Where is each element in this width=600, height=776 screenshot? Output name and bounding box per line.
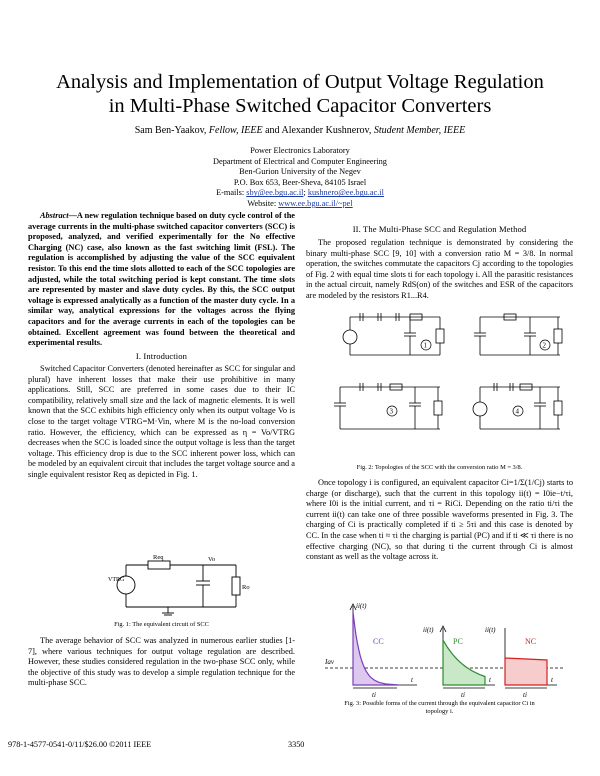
fig3-iav-label: Iav [325, 658, 334, 666]
section-2-heading: II. The Multi-Phase SCC and Regulation Method [352, 224, 527, 234]
fig3-t-label-2: t [489, 676, 491, 684]
fig3-axis-label-2: ii(t) [423, 626, 434, 634]
section-1-paragraph-1: Switched Capacitor Converters (denoted hereinafter as SCC for singular and plural) have inherent losses that make their use prohibitive in many applications. Still, SCC are preferred in some cases due to their IC compatibility, relatively small size and the lack of magnetic elements. It is well known that the SCC exhibits high efficiency only when its output voltage Vo is close to the target voltage VTRG=M·Vin, where M is the no-load conversion ratio. However, the efficiency, which can be expressed as η = Vo/VTRG decreases when the SCC is loaded since the output voltage is less than the target voltage. This efficiency drop is due to the SCC inherent power loss, which can be modeled by an equivalent circuit that includes the target voltage source and a single equivalent resistor Req as depicted in Fig. 1. [28, 364, 295, 479]
footer-copyright: 978-1-4577-0541-0/11/$26.00 ©2011 IEEE [8, 740, 152, 749]
title-line-2: in Multi-Phase Switched Capacitor Converters [108, 95, 492, 117]
fig3-nc-label: NC [525, 637, 537, 646]
affil-website [0, 199, 600, 210]
footer-page-number: 3350 [288, 740, 305, 749]
fig3-ti-label-2: ti [461, 691, 465, 699]
abstract [28, 211, 295, 349]
affil-address: P.O. Box 653, Beer-Sheva, 84105 Israel [233, 177, 367, 187]
fig3-axis-label-1: ii(t) [356, 602, 367, 610]
fig3-ti-label-3: ti [523, 691, 527, 699]
website-label: Website: [247, 198, 277, 208]
fig3-caption [306, 700, 573, 717]
author-2-role: Student Member, IEEE [373, 125, 466, 136]
fig3-t-label-1: t [411, 676, 413, 684]
affil-emails: E-mails: sby@ee.bgu.ac.il; kushnero@ee.bgu.ac.il [216, 188, 384, 198]
fig3-cc-curve [353, 612, 397, 685]
fig1-equivalent-circuit [108, 553, 258, 621]
fig3-nc-curve [505, 658, 547, 685]
fig3-caption-line-2: topology i. [425, 708, 454, 716]
fig3-axis-label-3: ii(t) [485, 626, 496, 634]
email-link-2[interactable]: kushnero@ee.bgu.ac.il [307, 188, 384, 198]
fig3-cc-label: CC [373, 637, 384, 646]
fig3-pc-label: PC [453, 637, 463, 646]
affil-dept: Department of Electrical and Computer Engineering [213, 156, 387, 166]
author-1: Sam Ben-Yaakov, [134, 125, 207, 136]
abstract-label: Abstract— [40, 211, 77, 220]
affil-lab: Power Electronics Laboratory [250, 146, 350, 155]
fig2-label-1: 1 [423, 341, 427, 350]
paper-title [0, 70, 600, 118]
fig1-req-resistor [148, 561, 170, 569]
fig3-t-label-3: t [551, 676, 553, 684]
title-line-1: Analysis and Implementation of Output Voltage Regulation [56, 71, 544, 93]
email-link-1[interactable]: sby@ee.bgu.ac.il [246, 188, 304, 198]
section-2-paragraph-1: The proposed regulation technique is demonstrated by considering the binary multi-phase SCC [9, 10] with a conversion ratio M = 3/8. In normal operation, the switches commutate the capacitors Cj according to the topologies of Fig. 2 with equal time slots ti for each topology i. All the parasitic resistances in the actual circuit, namely RdS(on) of the switches and ESR of the capacitors are modeled by the resistors R1...R4. [306, 238, 573, 300]
fig3-caption-line-1: Fig. 3: Possible forms of the current through the equivalent capacitor Ci in [344, 700, 535, 707]
website-link[interactable]: www.ee.bgu.ac.il/~pel [278, 198, 353, 208]
fig2-label-2: 2 [542, 341, 546, 350]
section-1-heading: I. Introduction [135, 351, 188, 361]
emails-label: E-mails: [216, 188, 245, 198]
section-1-paragraph-2: The average behavior of SCC was analyzed in numerous earlier studies [1-7], where various techniques for output voltage regulation are described. However, these studies considered regulation in the two-phase SCC only, while the objective of this study was to develop a simple regulation technique for the multi-phase SCC. [28, 636, 295, 688]
affil-univ: Ben-Gurion University of the Negev [239, 167, 361, 177]
abstract-text: A new regulation technique based on duty cycle control of the average currents in the multi-phase switched capacitor converters (SCC) is proposed, analyzed, and verified experimentally for the No effective Charging (NC) case, also known as the fast switching limit (FSL). The regulation is accomplished by adjusting the value of the SCC equivalent resistor. To this end the time slots allotted to each of the SCC topologies are adjusted, while the total switching period is kept constant. The time slots are represented by master and slave duty cycles. By this, the SCC output voltage is expressed analytically as a function of the master duty cycle. In a similar way, analytical expressions for the voltages across the flying capacitors and for the average currents in each of the topologies can be obtained. Excellent agreement was found between the theoretical and experimental results. [28, 211, 295, 348]
fig3-pc-curve [443, 640, 485, 685]
fig1-vo-label: Vo [208, 556, 216, 563]
fig3-current-waveforms [325, 600, 575, 700]
section-2-paragraph-2: Once topology i is configured, an equivalent capacitor Ci=1/Σ(1/Cj) starts to charge (or discharge), such that the current in this topology ii(t) = I0ie−t/τi, where I0i is the initial current, and τi = RiCi. Depending on the ratio ti/τi the current ii(t) can take one of three possible waveforms presented in Fig. 3. The charging of Ci is practically completed if ti ≥ 5τi and this case is denoted by CC. In the case when ti ≈ τi the charging is partial (PC) and if ti ≪ τi there is no effective charging (NC), so that during ti the current through Ci is almost constant as well as the voltage across it. [306, 478, 573, 562]
fig1-ro-resistor [232, 577, 240, 595]
author-joiner: and Alexander Kushnerov, [265, 125, 372, 136]
fig1-caption: Fig. 1: The equivalent circuit of SCC [114, 621, 209, 628]
fig2-topology-3 [334, 383, 442, 429]
author-line [0, 125, 600, 136]
affiliation-block [0, 146, 600, 210]
fig1-req-label: Req [153, 554, 164, 561]
fig2-scc-topologies [330, 307, 570, 457]
fig2-topology-2 [474, 314, 562, 355]
fig1-ro-label: Ro [242, 584, 250, 591]
fig3-ti-label-1: ti [372, 691, 376, 699]
fig2-caption: Fig. 2: Topologies of the SCC with the conversion ratio M = 3/8. [356, 464, 523, 471]
author-1-role: Fellow, IEEE [208, 125, 263, 136]
fig1-vtrg-label: VTRG [108, 577, 125, 583]
fig2-label-4: 4 [515, 407, 519, 416]
fig2-label-3: 3 [389, 407, 393, 416]
